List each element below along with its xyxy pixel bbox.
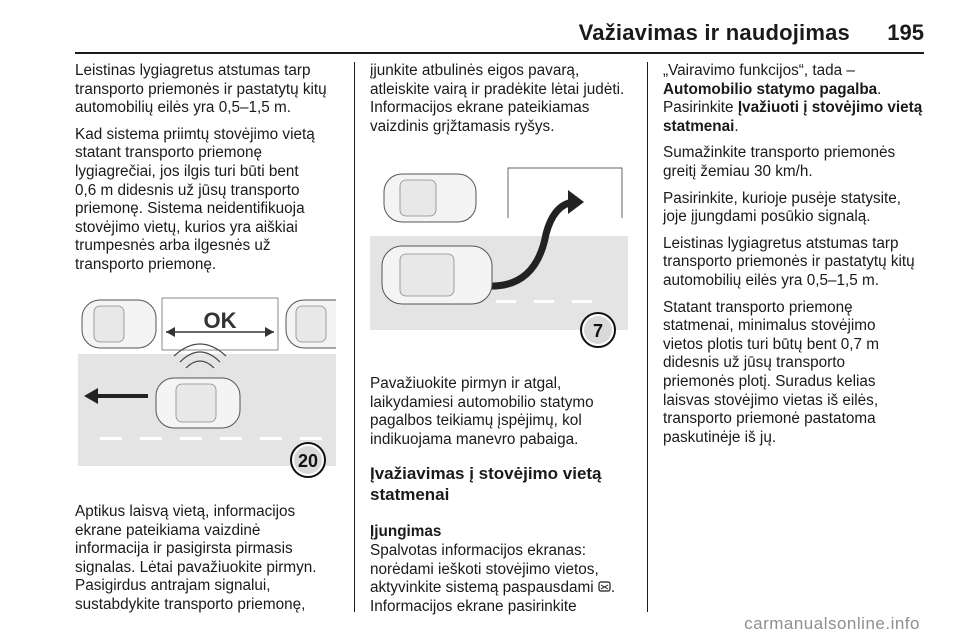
reverse-parking-illustration (370, 164, 628, 354)
paragraph: Aptikus laisvą vietą, informacijos ekrane pateikiama vaizdinė informacija ir pasigirsta pirmasis signalas. Lėtai pavažiuokite pirmyn. Pasigirdus antrajam signalui, sustabdykite transporto priemonę, (75, 503, 317, 613)
arrowhead (568, 190, 584, 214)
parking-assist-icon (598, 580, 611, 593)
menu-option: Įvažiuoti į stovėjimo vietą statmenai (663, 99, 923, 135)
paragraph: Sumažinkite transporto priemonės greitį žemiau 30 km/h. (663, 144, 896, 180)
chapter-title: Važiavimas ir naudojimas (578, 20, 850, 45)
page-header (0, 0, 960, 52)
header-rule (75, 52, 924, 54)
reversing-car (382, 246, 492, 304)
paragraph: Kad sistema priimtų stovėjimo vietą statant transporto priemonę lygiagrečiai, jos ilgis turi būti bent 0,6 m didesnis už jūsų transporto priemonę. Sistema neidentifikuoja stovėjimo vietų, kurios yra aiškiai trumpesnės arba ilgesnės už transporto priemonę. (75, 125, 315, 273)
column-divider (647, 62, 648, 612)
page-number: 195 (887, 20, 924, 45)
paragraph: įjunkite atbulinės eigos pavarą, atleiskite vairą ir pradėkite lėtai judėti. Informacijos ekrane pateikiamas vaizdinis grįžtamasis ryšys. (370, 62, 625, 135)
paragraph-text: Spalvotas informacijos ekranas: norėdami ieškoti stovėjimo vietos, aktyvinkite sistemą paspausdami (370, 541, 599, 597)
paragraph: Statant transporto priemonę statmenai, minimalus stovėjimo vietos plotis turi būtų bent 0,7 m didesnis už jūsų transporto priemonės plotį. Suradus kelias laisvas stovėjimo vietas iš eilės, transporto priemonė pastatoma paskutinėje iš jų. (663, 298, 879, 446)
column-3 (663, 62, 933, 455)
figure-number: 7 (592, 321, 604, 341)
paragraph: Pasirinkite, kurioje pusėje statysite, joje įjungdami posūkio signalą. (663, 189, 902, 226)
punctuation: . (877, 80, 882, 98)
paragraph-text: Pasirinkite (663, 99, 738, 117)
moving-car (156, 378, 240, 428)
arrowhead (265, 327, 274, 337)
figure-number: 20 (297, 451, 319, 471)
parallel-parking-illustration (78, 292, 336, 482)
ok-label: OK (203, 308, 237, 333)
column-2-bottom (370, 375, 638, 616)
paragraph: Leistinas lygiagretus atstumas tarp transporto priemonės ir pastatytų kitų automobilių eilės yra 0,5–1,5 m. (75, 62, 327, 117)
watermark: carmanualsonline.info (744, 614, 920, 633)
menu-path: Automobilio statymo pagalba (663, 80, 878, 98)
column-2 (370, 62, 638, 144)
parked-car-left (82, 300, 156, 348)
column-1 (75, 62, 347, 283)
paragraph (663, 62, 933, 136)
paragraph-text: „Vairavimo funkcijos“, tada – (663, 62, 855, 79)
parking-space (508, 168, 622, 218)
paragraph (370, 542, 638, 616)
parked-car (384, 174, 476, 222)
parked-car-right (286, 300, 336, 348)
paragraph: Leistinas lygiagretus atstumas tarp transporto priemonės ir pastatytų kitų automobilių eilės yra 0,5–1,5 m. (663, 234, 915, 289)
punctuation: . (734, 117, 739, 135)
subheading: Įjungimas (370, 523, 442, 541)
arrowhead (166, 327, 175, 337)
section-heading: Įvažiavimas į stovėjimo vietą statmenai (370, 464, 602, 505)
paragraph: Pavažiuokite pirmyn ir atgal, laikydamiesi automobilio statymo pagalbos teikiamų įspėjimų, kol indikuojama manevro pabaiga. (370, 375, 594, 448)
column-1-bottom (75, 503, 347, 623)
column-divider (354, 62, 355, 612)
paragraph-text: . Informacijos ekrane pasirinkite (370, 579, 616, 615)
